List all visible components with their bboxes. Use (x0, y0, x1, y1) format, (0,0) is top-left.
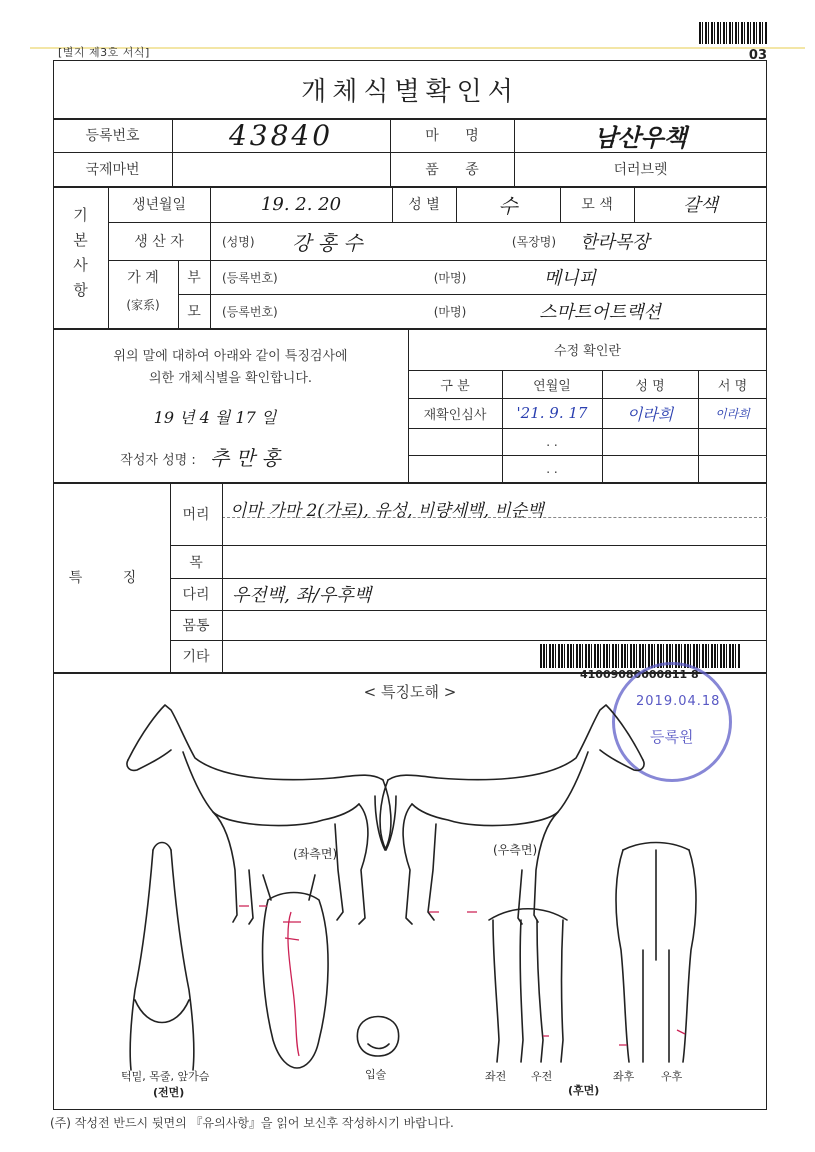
dam-name-value: 스마트어트랙션 (539, 302, 661, 323)
revision-col-name: 성 명 (635, 378, 665, 394)
writer-label: 작성자 성명 : (120, 452, 196, 468)
confirm-text-line2: 의한 개체식별을 확인합니다. (148, 370, 313, 386)
top-barcode (699, 22, 767, 44)
hind-right-label: 우후 (661, 1070, 683, 1083)
page-number: 03 (748, 48, 767, 63)
legs-value: 우전백, 좌/우후백 (232, 585, 372, 606)
birth-label: 생년월일 (131, 197, 187, 213)
hind-left-label: 좌후 (613, 1070, 635, 1083)
stamp-date: 2019.04.18 (636, 694, 721, 709)
color-label: 모 색 (581, 197, 613, 213)
neck-value (230, 545, 765, 578)
birth-value: 19. 2. 20 (260, 193, 342, 215)
stamp-name: 등록원 (650, 728, 694, 746)
revision-col-date: 연월일 (533, 378, 571, 394)
confirm-date: 19 년 4 월 17 일 (153, 407, 277, 427)
features-section-label: 특 징 (68, 570, 155, 586)
writer-signature: 추 만 홍 (210, 445, 281, 470)
horse-diagram (53, 700, 767, 1110)
breeder-name-value: 강 홍 수 (292, 230, 363, 255)
registration-barcode (540, 644, 740, 668)
reg-no-value: 43840 (228, 118, 334, 152)
sex-label: 성 별 (408, 197, 440, 213)
intl-no-label: 국제마번 (85, 162, 140, 178)
front-right-label: 우전 (531, 1070, 553, 1083)
revision-row3-date: . . (546, 461, 558, 476)
basic-section-label: 기본사항 (71, 207, 89, 307)
rule (210, 260, 211, 328)
reg-no-label: 등록번호 (85, 128, 140, 144)
other-label: 기타 (182, 649, 210, 665)
front-view-horse (130, 843, 194, 1071)
lips-label: 입술 (365, 1068, 387, 1081)
horse-name-value: 남산우책 (594, 122, 687, 152)
revision-col-sign: 서 명 (717, 378, 748, 394)
ranch-value: 한라목장 (580, 232, 650, 253)
front-legs-view (489, 909, 567, 1062)
revision-row1-signature: 이라희 (715, 406, 750, 421)
head-front-view (263, 875, 329, 1068)
legs-label: 다리 (182, 587, 210, 603)
body-value (230, 610, 765, 640)
revision-header: 수정 확인란 (554, 343, 621, 359)
rule (222, 482, 223, 672)
footer-note: (주) 작성전 반드시 뒷면의 『유의사항』을 읽어 보신후 작성하시기 바랍니다. (50, 1116, 454, 1130)
rear-view-label: (후면) (568, 1084, 600, 1097)
pedigree-label: 가 계 (127, 270, 159, 286)
barcode-number: 41009080000811 8 (580, 668, 699, 681)
right-side-label: (우측면) (493, 843, 538, 857)
lips-view (357, 1017, 398, 1057)
body-label: 몸통 (182, 618, 210, 634)
right-side-horse (380, 705, 644, 924)
left-side-label: (좌측면) (293, 847, 338, 861)
dam-name-label: (마명) (433, 304, 467, 319)
breed-label: 품 종 (425, 162, 479, 178)
head-value: 이마 가마 2(가로), 유성, 비량세백, 비순백 (230, 500, 544, 521)
breed-value: 더러브렛 (613, 162, 668, 178)
document-title: 개체식별확인서 (301, 76, 519, 107)
sire-reg-label: (등록번호) (222, 270, 278, 285)
sire-name-value: 메니피 (543, 268, 597, 289)
front-left-label: 좌전 (485, 1070, 507, 1083)
breeder-label: 생 산 자 (134, 234, 184, 250)
ranch-label: (목장명) (511, 234, 557, 249)
confirm-text-line1: 위의 말에 대하여 아래와 같이 특징검사에 (113, 348, 348, 364)
revision-row1-date: '21. 9. 17 (516, 404, 588, 422)
form-label: [별지 제3호 서식] (58, 46, 150, 59)
neck-label: 목 (189, 554, 203, 571)
revision-row1-type: 재확인심사 (423, 407, 487, 423)
pedigree-hanja: (家系) (126, 297, 160, 312)
dam-label: 모 (187, 304, 201, 320)
breeder-name-label: (성명) (222, 234, 255, 249)
sire-name-label: (마명) (433, 270, 467, 285)
revision-col-type: 구 분 (440, 378, 470, 394)
sex-value: 수 (498, 193, 518, 218)
dam-reg-label: (등록번호) (222, 304, 278, 319)
horse-name-label: 마 명 (425, 128, 479, 144)
diagram-title: < 특징도해 > (363, 682, 457, 701)
left-side-horse (127, 705, 391, 924)
sire-label: 부 (187, 270, 201, 286)
color-value: 갈색 (683, 195, 718, 216)
other-value (230, 640, 530, 672)
intl-no-value (172, 152, 390, 186)
head-label: 머리 (182, 506, 210, 523)
revision-row1-name: 이라희 (626, 404, 674, 424)
revision-row2-date: . . (546, 434, 558, 449)
front-parts-label: 턱밑, 목줄, 앞가슴 (121, 1070, 210, 1083)
front-view-label: (전면) (153, 1086, 185, 1099)
rear-view-horse (616, 843, 696, 1063)
